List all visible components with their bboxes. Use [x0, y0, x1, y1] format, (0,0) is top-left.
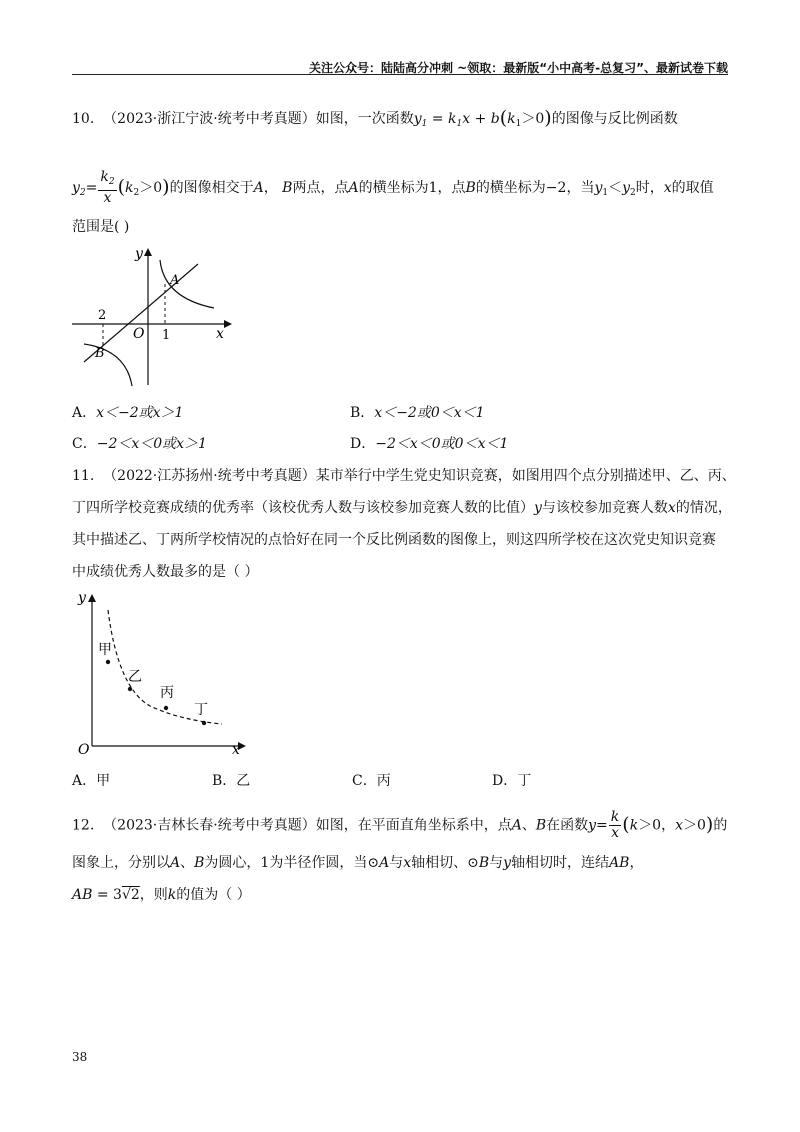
q11-label-o: O [78, 742, 90, 758]
q10-label-x: x [216, 326, 224, 342]
q10-options-cd [72, 434, 732, 454]
q11-option-d: D．丁 [492, 773, 532, 789]
q11-graph [70, 588, 250, 758]
formula-linear: $y_1 = k_1x + b$ [413, 111, 500, 129]
q11-label-x: x [232, 742, 240, 758]
q10-option-a-label: A． [72, 405, 97, 421]
q10-label-a: A [170, 273, 180, 288]
q11-number: 11. [72, 468, 95, 484]
q12-line1: 12. （2023·吉林长春·统考中考真题）如图，在平面直角坐标系中，点A、B在函数y= $\frac{k}{x}$ (k＞0，x＞0)的 [72, 809, 728, 841]
q12-line3: AB = 3√2，则k的值为（ ） [72, 887, 251, 903]
q10-option-c-label: C． [72, 436, 97, 452]
q11-option-b: B．乙 [212, 773, 251, 789]
q10-graph [64, 240, 244, 390]
q10-option-a: x＜−2或x＞1 [96, 405, 184, 421]
q10-number: 10. [72, 111, 95, 127]
q10-label-b: B [95, 346, 105, 361]
q11-line4: 中成绩优秀人数最多的是（ ） [72, 564, 259, 580]
q11-line2: 丁四所学校竞赛成绩的优秀率（该校优秀人数与该校参加竞赛人数的比值）y与该校参加竞赛人数x的情况， [72, 500, 732, 516]
q11-option-c: C．丙 [352, 773, 391, 789]
formula-inverse: $y_2$ [72, 180, 86, 198]
q10-source: （2023·浙江宁波·统考中考真题） [103, 111, 316, 127]
q10-line2: $y_2=$ $\frac{k_2}{x}$ $(k_2>0)$的图像相交于A， B两点，点A的横坐标为1，点B的横坐标为−2，当$y_1<y_2$时，x的取值 [72, 169, 714, 206]
q10-option-d-label: D． [350, 436, 376, 452]
q10-label-y: y [135, 246, 143, 262]
q11-point-yi: 乙 [128, 669, 142, 685]
q10-option-d: −2＜x＜0或0＜x＜1 [375, 436, 509, 452]
q11-option-a: A．甲 [72, 773, 111, 789]
q11-point-jia: 甲 [98, 642, 112, 658]
q10-tick-2: 2 [98, 308, 107, 323]
q11-point-bing: 丙 [160, 685, 174, 701]
page-header: 关注公众号：陆陆高分冲刺 ~领取：最新版“小中高考-总复习”、最新试卷下载 [309, 61, 728, 75]
q10-label-o: O [133, 326, 145, 342]
q10-line3: 范围是( ) [72, 219, 130, 235]
q11-point-ding: 丁 [194, 702, 208, 718]
page-number: 38 [72, 1050, 88, 1064]
q12-number: 12. [72, 817, 95, 834]
q11-line3: 其中描述乙、丁两所学校情况的点恰好在同一个反比例函数的图像上，则这四所学校在这次党史知识竞赛 [72, 532, 716, 548]
q12-source: （2023·吉林长春·统考中考真题） [103, 817, 316, 834]
q11-source: （2022·江苏扬州·统考中考真题） [103, 468, 316, 484]
q12-line2: 图象上，分别以A、B为圆心，1为半径作圆，当⊙A与x轴相切、⊙B与y轴相切时，连结AB， [72, 855, 644, 871]
q10-option-b-label: B． [350, 405, 375, 421]
header-rule [72, 74, 728, 75]
q10-line1: 10. （2023·浙江宁波·统考中考真题）如图，一次函数$y_1 = k_1x + b(k_1>0)$的图像与反比例函数 [72, 107, 678, 129]
q10-option-b: x＜−2或0＜x＜1 [374, 405, 485, 421]
q10-options-ab [72, 403, 732, 423]
q10-tick-1: 1 [162, 328, 171, 343]
q11-label-y: y [78, 590, 86, 606]
q10-option-c: −2＜x＜0或x＞1 [96, 436, 207, 452]
q11-line1: 11. （2022·江苏扬州·统考中考真题）某市举行中学生党史知识竞赛，如图用四个点分别描述甲、乙、丙、 [72, 468, 736, 484]
